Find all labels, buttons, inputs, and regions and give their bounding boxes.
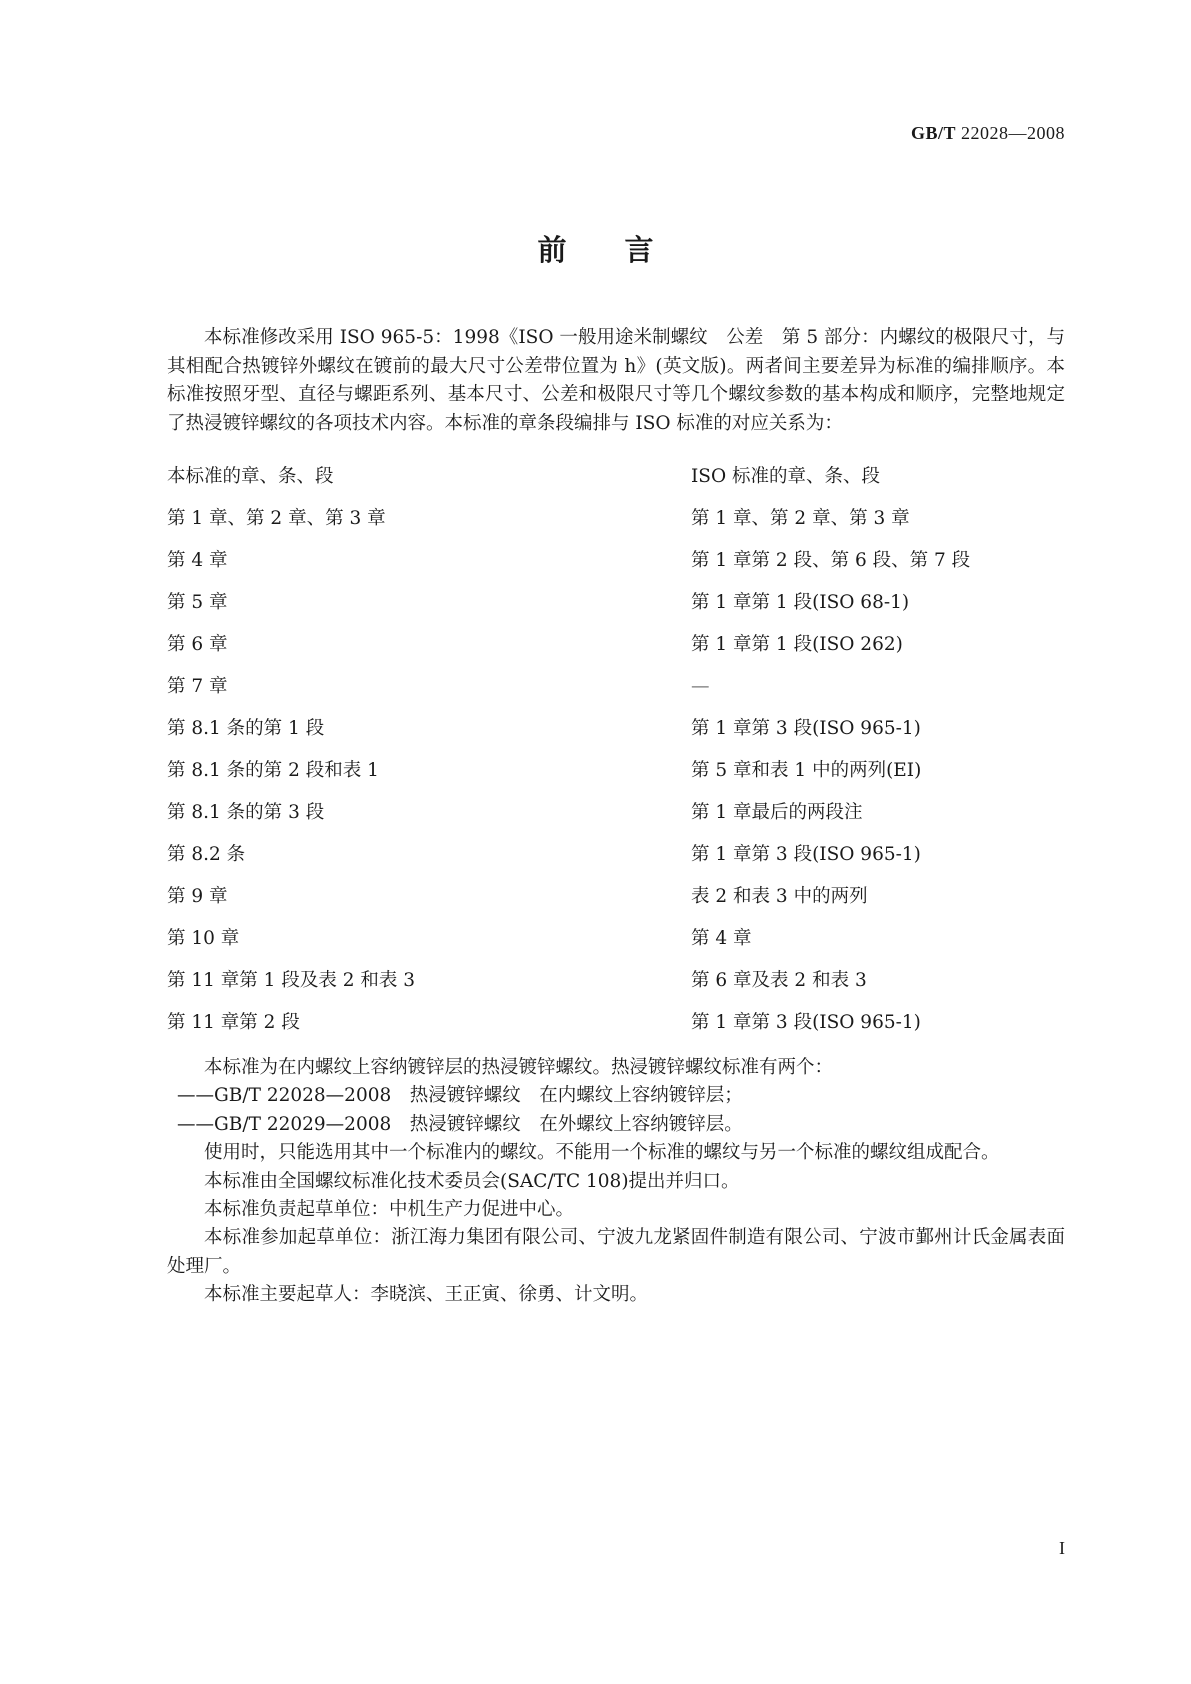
row-left: 第 8.2 条 [167,844,246,865]
header-left: 本标准的章、条、段 [167,466,334,487]
table-row [167,715,1027,757]
paragraph-participating-drafters: 本标准参加起草单位：浙江海力集团有限公司、宁波九龙紧固件制造有限公司、宁波市鄞州计氏金属表面处理厂。 [167,1227,1065,1277]
row-left: 第 11 章第 2 段 [167,1012,300,1033]
row-left: 第 7 章 [167,676,228,697]
table-row [167,673,1027,715]
table-row [167,799,1027,841]
row-right: 第 1 章最后的两段注 [691,802,863,823]
row-left: 第 10 章 [167,928,240,949]
paragraph-hot-dip-intro: 本标准为在内螺纹上容纳镀锌层的热浸镀锌螺纹。热浸镀锌螺纹标准有两个： [204,1057,834,1078]
paragraph-proposer: 本标准由全国螺纹标准化技术委员会(SAC/TC 108)提出并归口。 [204,1170,740,1192]
row-right: 第 1 章第 1 段(ISO 262) [691,634,903,655]
table-header-row [167,463,1027,505]
row-left: 第 11 章第 1 段及表 2 和表 3 [167,970,416,991]
table-row [167,589,1027,631]
row-left: 第 9 章 [167,886,228,907]
intro-paragraph: 本标准修改采用 ISO 965-5：1998《ISO 一般用途米制螺纹 公差 第 5 部分：内螺纹的极限尺寸，与其相配合热镀锌外螺纹在镀前的最大尺寸公差带位置为 h》(英文版)。两者间主要差异为标准的编排顺序。本标准按照牙型、直径与螺距系列、基本尺寸、公差和极限尺寸等几个螺纹参数的基本构成和顺序，完整地规定了热浸镀锌螺纹的各项技术内容。本标准的章条段编排与 ISO 标准的对应关系为： [167,327,1065,434]
row-left: 第 8.1 条的第 1 段 [167,718,325,739]
row-right: — [691,676,710,697]
page-title: 前言 [537,233,712,267]
table-row [167,757,1027,799]
paragraph-lead-drafter: 本标准负责起草单位：中机生产力促进中心。 [204,1199,575,1221]
row-left: 第 8.1 条的第 2 段和表 1 [167,760,379,781]
paragraph-usage: 使用时，只能选用其中一个标准内的螺纹。不能用一个标准的螺纹与另一个标准的螺纹组成配合。 [204,1142,1000,1164]
paragraph-main-drafters: 本标准主要起草人：李晓滨、王正寅、徐勇、计文明。 [204,1284,649,1306]
row-left: 第 5 章 [167,592,228,613]
standard-prefix: GB/T [910,123,956,143]
row-right: 第 1 章第 3 段(ISO 965-1) [691,1012,921,1033]
row-right: 第 1 章、第 2 章、第 3 章 [691,508,910,529]
row-left: 第 4 章 [167,550,228,571]
table-row [167,505,1027,547]
header-right: ISO 标准的章、条、段 [691,466,881,487]
body-paragraphs [167,1054,1065,1310]
dash-item-gbt22029: ——GB/T 22029—2008 热浸镀锌螺纹 在外螺纹上容纳镀锌层。 [177,1113,743,1135]
correspondence-table [167,463,1027,1051]
table-row [167,547,1027,589]
standard-code [911,123,1065,144]
page-number: I [1059,1538,1065,1558]
table-row [167,967,1027,1009]
table-row [167,925,1027,967]
table-row [167,883,1027,925]
row-right: 第 5 章和表 1 中的两列(EI) [691,760,922,781]
standard-number: 22028—2008 [961,123,1065,143]
row-right: 第 1 章第 1 段(ISO 68-1) [691,592,910,613]
row-right: 第 1 章第 3 段(ISO 965-1) [691,844,921,865]
row-right: 第 1 章第 3 段(ISO 965-1) [691,718,921,739]
row-left: 第 6 章 [167,634,228,655]
row-left: 第 1 章、第 2 章、第 3 章 [167,508,386,529]
row-right: 第 1 章第 2 段、第 6 段、第 7 段 [691,550,971,571]
table-row [167,841,1027,883]
row-left: 第 8.1 条的第 3 段 [167,802,325,823]
table-row [167,1009,1027,1051]
row-right: 表 2 和表 3 中的两列 [691,886,868,907]
row-right: 第 4 章 [691,928,752,949]
table-row [167,631,1027,673]
row-right: 第 6 章及表 2 和表 3 [691,970,867,991]
dash-item-gbt22028: ——GB/T 22028—2008 热浸镀锌螺纹 在内螺纹上容纳镀锌层； [177,1085,743,1107]
